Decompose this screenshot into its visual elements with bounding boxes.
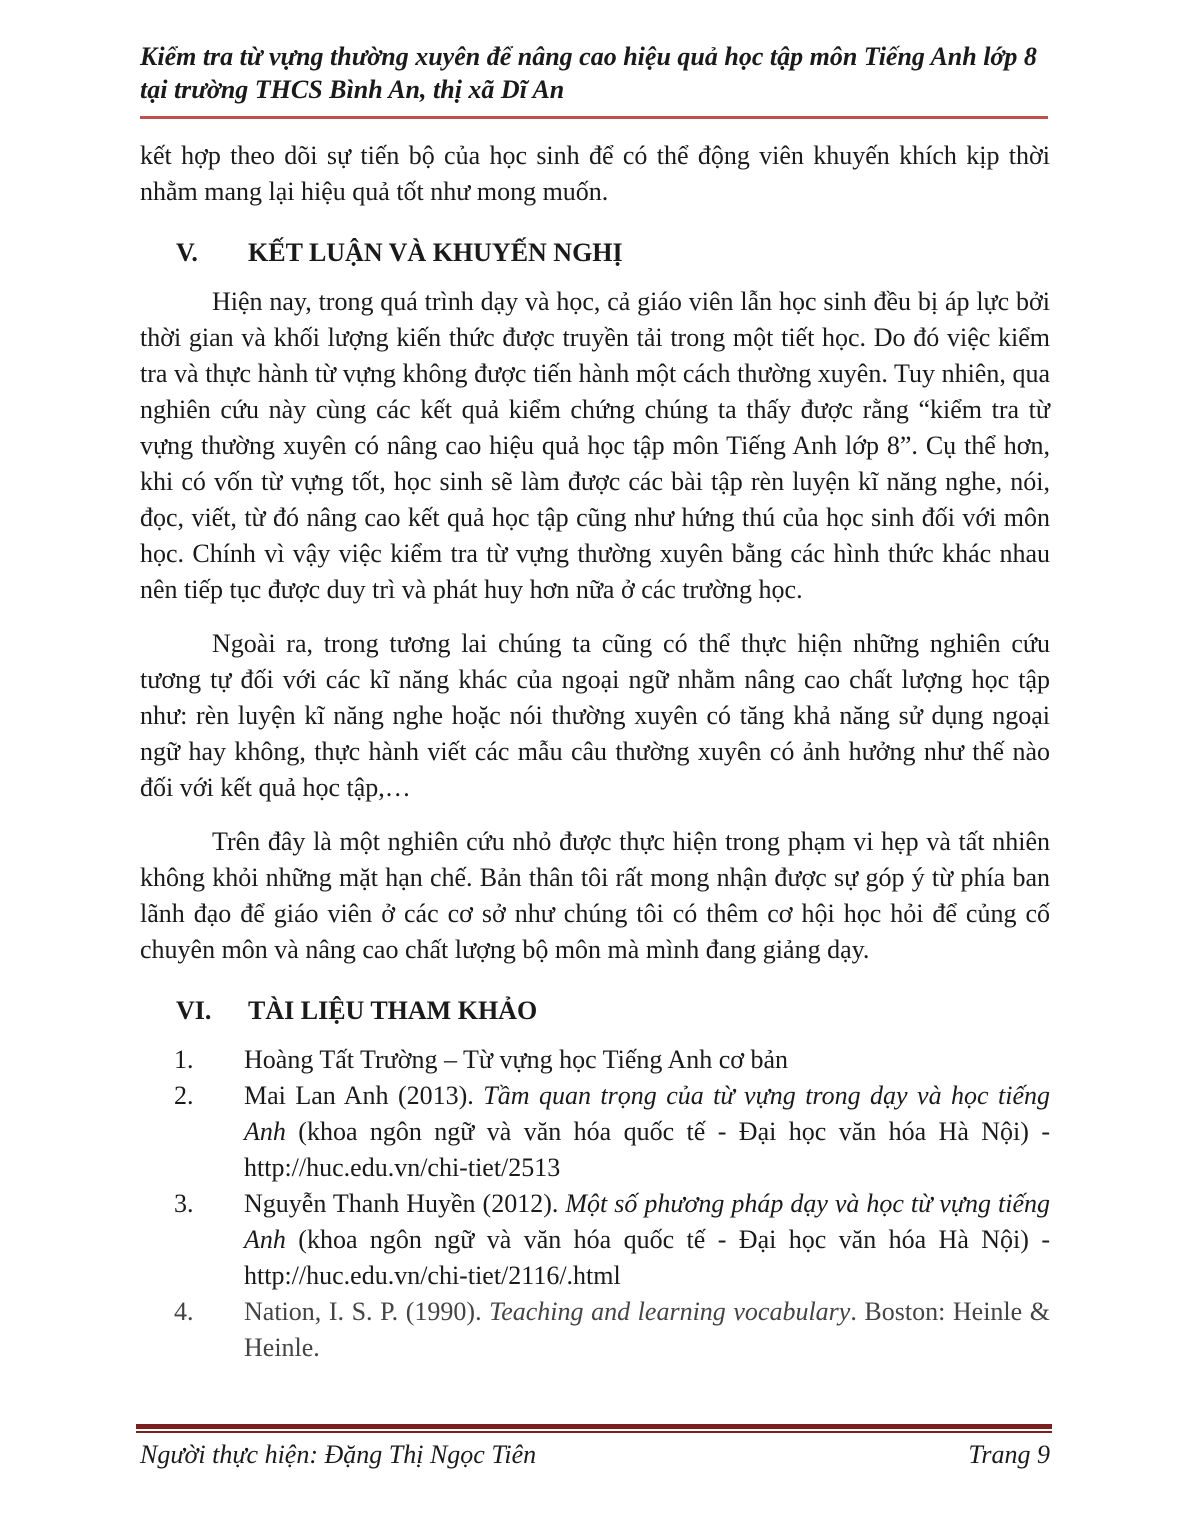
reference-item (140, 1294, 1050, 1366)
reference-source: (khoa ngôn ngữ và văn hóa quốc tế - Đại học văn hóa Hà Nội) - http://huc.edu.vn/chi-tiet/2116/.html (244, 1225, 1050, 1290)
reference-number: 3. (174, 1189, 194, 1218)
intro-paragraph: kết hợp theo dõi sự tiến bộ của học sinh để có thể động viên khuyến khích kịp thời nhằm mang lại hiệu quả tốt như mong muốn. (140, 141, 1050, 206)
reference-number: 1. (174, 1045, 194, 1074)
section-heading-conclusion (140, 236, 1050, 270)
reference-item (140, 1078, 1050, 1186)
footer-page-number: Trang 9 (968, 1440, 1050, 1469)
reference-number: 4. (174, 1297, 194, 1326)
page-content (140, 138, 1050, 1366)
reference-source: (khoa ngôn ngữ và văn hóa quốc tế - Đại học văn hóa Hà Nội) - http://huc.edu.vn/chi-tiet/2513 (244, 1117, 1050, 1182)
reference-text (244, 1294, 1050, 1366)
conclusion-paragraph-1: Hiện nay, trong quá trình dạy và học, cả giáo viên lẫn học sinh đều bị áp lực bởi thời gian và khối lượng kiến thức được truyền tải trong một tiết học. Do đó việc kiểm tra và thực hành từ vựng không được tiến hành một cách thường xuyên. Tuy nhiên, qua nghiên cứu này cùng các kết quả kiểm chứng chúng ta thấy được rằng “kiểm tra từ vựng thường xuyên có nâng cao hiệu quả học tập môn Tiếng Anh lớp 8”. Cụ thể hơn, khi có vốn từ vựng tốt, học sinh sẽ làm được các bài tập rèn luyện kĩ năng nghe, nói, đọc, viết, từ đó nâng cao kết quả học tập cũng như hứng thú của học sinh đối với môn học. Chính vì vậy việc kiểm tra từ vựng thường xuyên bằng các hình thức khác nhau nên tiếp tục được duy trì và phát huy hơn nữa ở các trường học. (140, 287, 1050, 604)
reference-author: Nation, I. S. P. (1990). (244, 1297, 490, 1326)
reference-author: Mai Lan Anh (2013). (244, 1081, 484, 1110)
header-divider (140, 116, 1048, 119)
section-title: TÀI LIỆU THAM KHẢO (248, 996, 538, 1025)
conclusion-paragraph-3: Trên đây là một nghiên cứu nhỏ được thực hiện trong phạm vi hẹp và tất nhiên không khỏi những mặt hạn chế. Bản thân tôi rất mong nhận được sự góp ý từ phía ban lãnh đạo để giáo viên ở các cơ sở như chúng tôi có thêm cơ hội học hỏi để củng cố chuyên môn và nâng cao chất lượng bộ môn mà mình đang giảng dạy. (140, 827, 1050, 964)
reference-text (244, 1078, 1050, 1186)
reference-text (244, 1042, 1050, 1078)
section-heading-references (140, 994, 1050, 1028)
reference-item (140, 1186, 1050, 1294)
reference-item (140, 1042, 1050, 1078)
reference-title: Tầm quan trọng của từ vựng trong dạy và học tiếng Anh (244, 1081, 1050, 1146)
section-number: VI. (176, 996, 212, 1025)
footer-divider-thick (136, 1424, 1052, 1429)
running-header-title: Kiểm tra từ vựng thường xuyên để nâng cao hiệu quả học tập môn Tiếng Anh lớp 8 tại trường THCS Bình An, thị xã Dĩ An (140, 42, 1037, 104)
reference-title: Một số phương pháp dạy và học từ vựng tiếng Anh (244, 1189, 1050, 1254)
reference-number: 2. (174, 1081, 194, 1110)
reference-author: Nguyễn Thanh Huyền (2012). (244, 1189, 566, 1218)
reference-source: . Boston: Heinle & Heinle. (244, 1297, 1050, 1362)
reference-list (140, 1042, 1050, 1366)
footer-divider-thin (136, 1431, 1052, 1433)
reference-title: Teaching and learning vocabulary (489, 1297, 851, 1326)
conclusion-paragraph-2: Ngoài ra, trong tương lai chúng ta cũng có thể thực hiện những nghiên cứu tương tự đối với các kĩ năng khác của ngoại ngữ nhằm nâng cao chất lượng học tập như: rèn luyện kĩ năng nghe hoặc nói thường xuyên có tăng khả năng sử dụng ngoại ngữ hay không, thực hành viết các mẫu câu thường xuyên có ảnh hưởng như thế nào đối với kết quả học tập,… (140, 629, 1050, 802)
reference-text (244, 1186, 1050, 1294)
footer-author: Người thực hiện: Đặng Thị Ngọc Tiên (140, 1440, 537, 1469)
reference-author: Hoàng Tất Trường – Từ vựng học Tiếng Anh cơ bản (244, 1045, 789, 1074)
section-number: V. (176, 238, 198, 267)
section-title: KẾT LUẬN VÀ KHUYẾN NGHỊ (248, 238, 623, 267)
